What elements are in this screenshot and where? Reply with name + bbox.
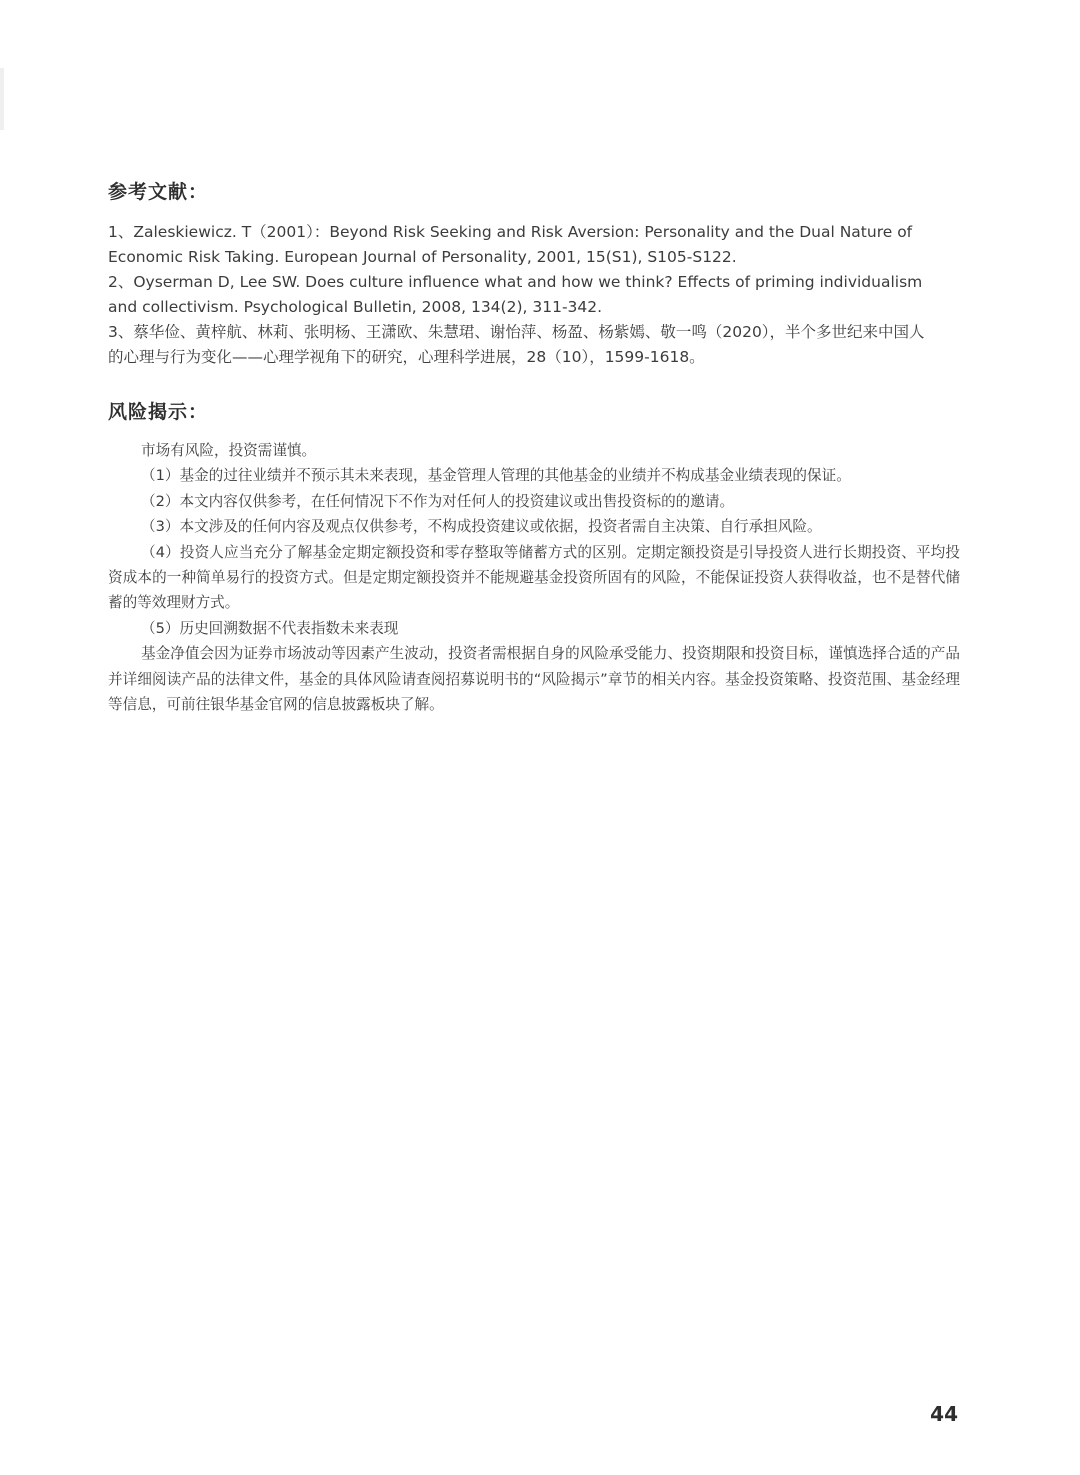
reference-item: 2、Oyserman D, Lee SW. Does culture influence what and how we think? Effects of priming individualism and collectivism. Psychological Bulletin, 2008, 134(2), 311-342. [108,273,923,316]
reference-item: 1、Zaleskiewicz. T（2001）：Beyond Risk Seeking and Risk Aversion: Personality and the Dual Nature of Economic Risk Taking. European Journal of Personality, 2001, 15(S1), S105-S122. [108,223,913,266]
reference-item: 3、蔡华俭、黄梓航、林莉、张明杨、王潇欧、朱慧珺、谢怡萍、杨盈、杨紫嫣、敬一鸣（2020），半个多世纪来中国人的心理与行为变化——心理学视角下的研究，心理科学进展，28（10），1599-1618。 [108,323,925,366]
page-edge-mark [0,68,4,130]
risk-paragraph: （2）本文内容仅供参考，在任何情况下不作为对任何人的投资建议或出售投资标的的邀请。 [141,492,735,510]
risk-paragraph: （3）本文涉及的任何内容及观点仅供参考，不构成投资建议或依据，投资者需自主决策、自行承担风险。 [141,518,822,536]
risk-disclosure-heading: 风险揭示： [108,401,209,423]
risk-paragraph: 市场有风险，投资需谨慎。 [141,442,317,459]
references-heading: 参考文献： [108,181,209,203]
risk-disclosure-body [108,438,960,717]
risk-paragraph: 基金净值会因为证券市场波动等因素产生波动，投资者需根据自身的风险承受能力、投资期限和投资目标，谨慎选择合适的产品并详细阅读产品的法律文件，基金的具体风险请查阅招募说明书的“风险揭示”章节的相关内容。基金投资策略、投资范围、基金经理等信息，可前往银华基金官网的信息披露板块了解。 [108,645,960,714]
page-number: 44 [930,1402,958,1426]
references-list [108,220,938,370]
risk-paragraph: （5）历史回溯数据不代表指数未来表现 [141,619,399,637]
risk-paragraph: （4）投资人应当充分了解基金定期定额投资和零存整取等储蓄方式的区别。定期定额投资是引导投资人进行长期投资、平均投资成本的一种简单易行的投资方式。但是定期定额投资并不能规避基金投资所固有的风险，不能保证投资人获得收益，也不是替代储蓄的等效理财方式。 [108,543,960,612]
risk-paragraph: （1）基金的过往业绩并不预示其未来表现，基金管理人管理的其他基金的业绩并不构成基金业绩表现的保证。 [141,467,851,485]
